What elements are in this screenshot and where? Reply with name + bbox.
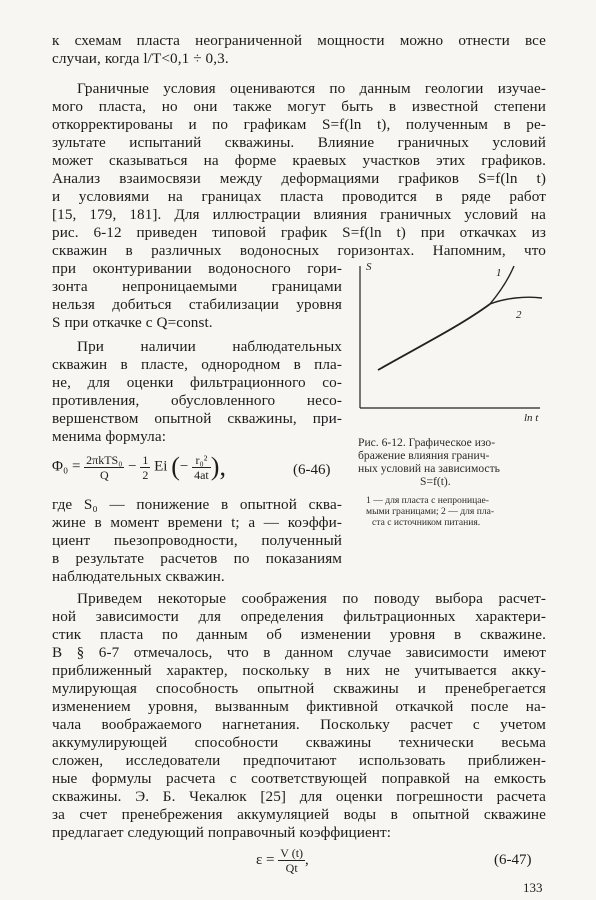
text-line: стик пласта по данным об изменении уровня в скважине. [52,626,546,643]
text-line: Анализ взаимосвязи между деформациями графиков S=f(ln t) [52,170,546,187]
text-line: при оконтуривании водоносного гори- [52,260,342,277]
fraction [192,453,211,482]
formula-paren-close: ), [210,452,226,481]
fraction [140,453,150,482]
common-curve [378,304,490,370]
fraction [84,453,124,482]
text-line: откорректированы и по графикам S=f(ln t), полученным в ре- [52,116,546,133]
formula-lhs: Φ₀ = [52,458,81,475]
text-line: циент пьезопроводности, полученный [52,532,342,549]
text-line: скважины. Э. Б. Чекалюк [25] для оценки погрешности расчета [52,788,546,805]
page-number: 133 [523,880,543,895]
formula-ei: Ei [154,458,168,475]
text-line: S при откачке с Q=const. [52,314,213,331]
text-line: [15, 179, 181]. Для иллюстрации влияния граничных условий на [52,206,546,223]
text-line: в результате расчетов по показаниям [52,550,342,567]
text-line: мулирующая способность опытной скважины и пренебрегается [52,680,546,697]
text-line: жине в момент времени t; a — коэффи- [52,514,342,531]
text-line: ной зависимости для определения фильтрационных характери- [52,608,546,625]
fraction-denominator: 2 [142,467,149,482]
text-line: мого пласта, но они также могут быть в известной степени [52,98,546,115]
text-line: ные формулы расчета с соответствующей поправкой на емкость [52,770,546,787]
text-line: изменением уровня, вызванным фиктивной откачкой после на- [52,698,546,715]
text-line: за счет пренебрежения аккумуляцией воды в опытной скважине [52,806,546,823]
text-line: аккумулирующей способности скважины технически весьма [52,734,546,751]
fraction-numerator: V (t) [280,846,304,860]
curve-2 [490,297,542,304]
text-line: где S₀ — понижение в опытной сква- [52,496,342,513]
fraction-denominator: Q [99,467,109,482]
text-line: и условиями на границах пласта проводится в ряде работ [52,188,546,205]
fraction-denominator: 4at [194,467,209,482]
figure-6-12-graph [350,258,546,426]
equation-number: (6-47) [494,852,532,868]
y-axis-label: S [366,261,372,273]
figure-legend: 1 — для пласта с непроницае- [366,495,489,506]
text-line: противления, обусловленного несо- [52,392,342,409]
formula-6-47 [256,846,309,875]
text-line: рис. 6-12 приведен типовой график S=f(ln t) при откачках из [52,224,546,241]
x-axis-label: ln t [524,412,539,424]
formula-6-46 [52,452,226,482]
figure-caption: бражение влияния гранич- [358,449,490,462]
fraction-numerator: 1 [142,452,149,467]
text-line: скважин в пласте, однородном в пла- [52,356,342,373]
text-line: чала воображаемого нагнетания. Поскольку расчет с учетом [52,716,546,733]
text-line: случаи, когда l/T<0,1 ÷ 0,3. [52,50,229,67]
formula-minus: − [128,458,137,475]
fraction-numerator: r₀² [192,453,211,468]
curve-2-label: 2 [516,309,522,321]
text-line: предлагает следующий поправочный коэффициент: [52,824,392,841]
text-line: приближенный характер, поскольку в них не учитывается акку- [52,662,546,679]
figure-legend: мыми границами; 2 — для пла- [366,506,495,517]
figure-legend: ста с источником питания. [372,517,481,528]
formula-comma: , [305,851,309,868]
fraction-denominator: Qt [285,861,298,875]
curve-1-label: 1 [496,267,502,279]
text-line: может сказываться на форме краевых участков этих графиков. [52,152,546,169]
text-line: к схемам пласта неограниченной мощности можно отнести все [52,32,546,49]
text-line: зонта непроницаемыми границами [52,278,342,295]
text-line: наблюдательных скважин. [52,568,225,585]
figure-caption: S=f(t). [420,475,451,488]
text-line: Приведем некоторые соображения по поводу выбора расчет- [77,590,546,607]
text-line: Граничные условия оцениваются по данным геологии изучае- [77,80,546,97]
equation-number: (6-46) [293,462,331,478]
text-line: вершенством опытной скважины, при- [52,410,342,427]
text-line: В § 6-7 отмечалось, что в данном случае зависимости имеют [52,644,546,661]
text-line: зультате испытаний скважины. Влияние граничных условий [52,134,546,151]
text-line: не, для оценки фильтрационного со- [52,374,342,391]
text-line: нельзя добиться стабилизации уровня [52,296,342,313]
formula-lhs: ε = [256,851,275,868]
formula-inner-minus: − [179,458,189,475]
fraction [278,846,305,875]
figure-caption: Рис. 6-12. Графическое изо- [358,436,496,449]
text-line: менима формула: [52,428,167,445]
text-line: сложен, исследователи предпочитают использовать приближен- [52,752,546,769]
text-line: При наличии наблюдательных [77,338,342,355]
fraction-numerator: 2πkTS₀ [86,452,123,467]
text-line: скважин в различных водоносных горизонтах. Напомним, что [52,242,546,259]
figure-caption: ных условий на зависимость [358,462,500,475]
formula-paren-open: ( [171,452,180,481]
